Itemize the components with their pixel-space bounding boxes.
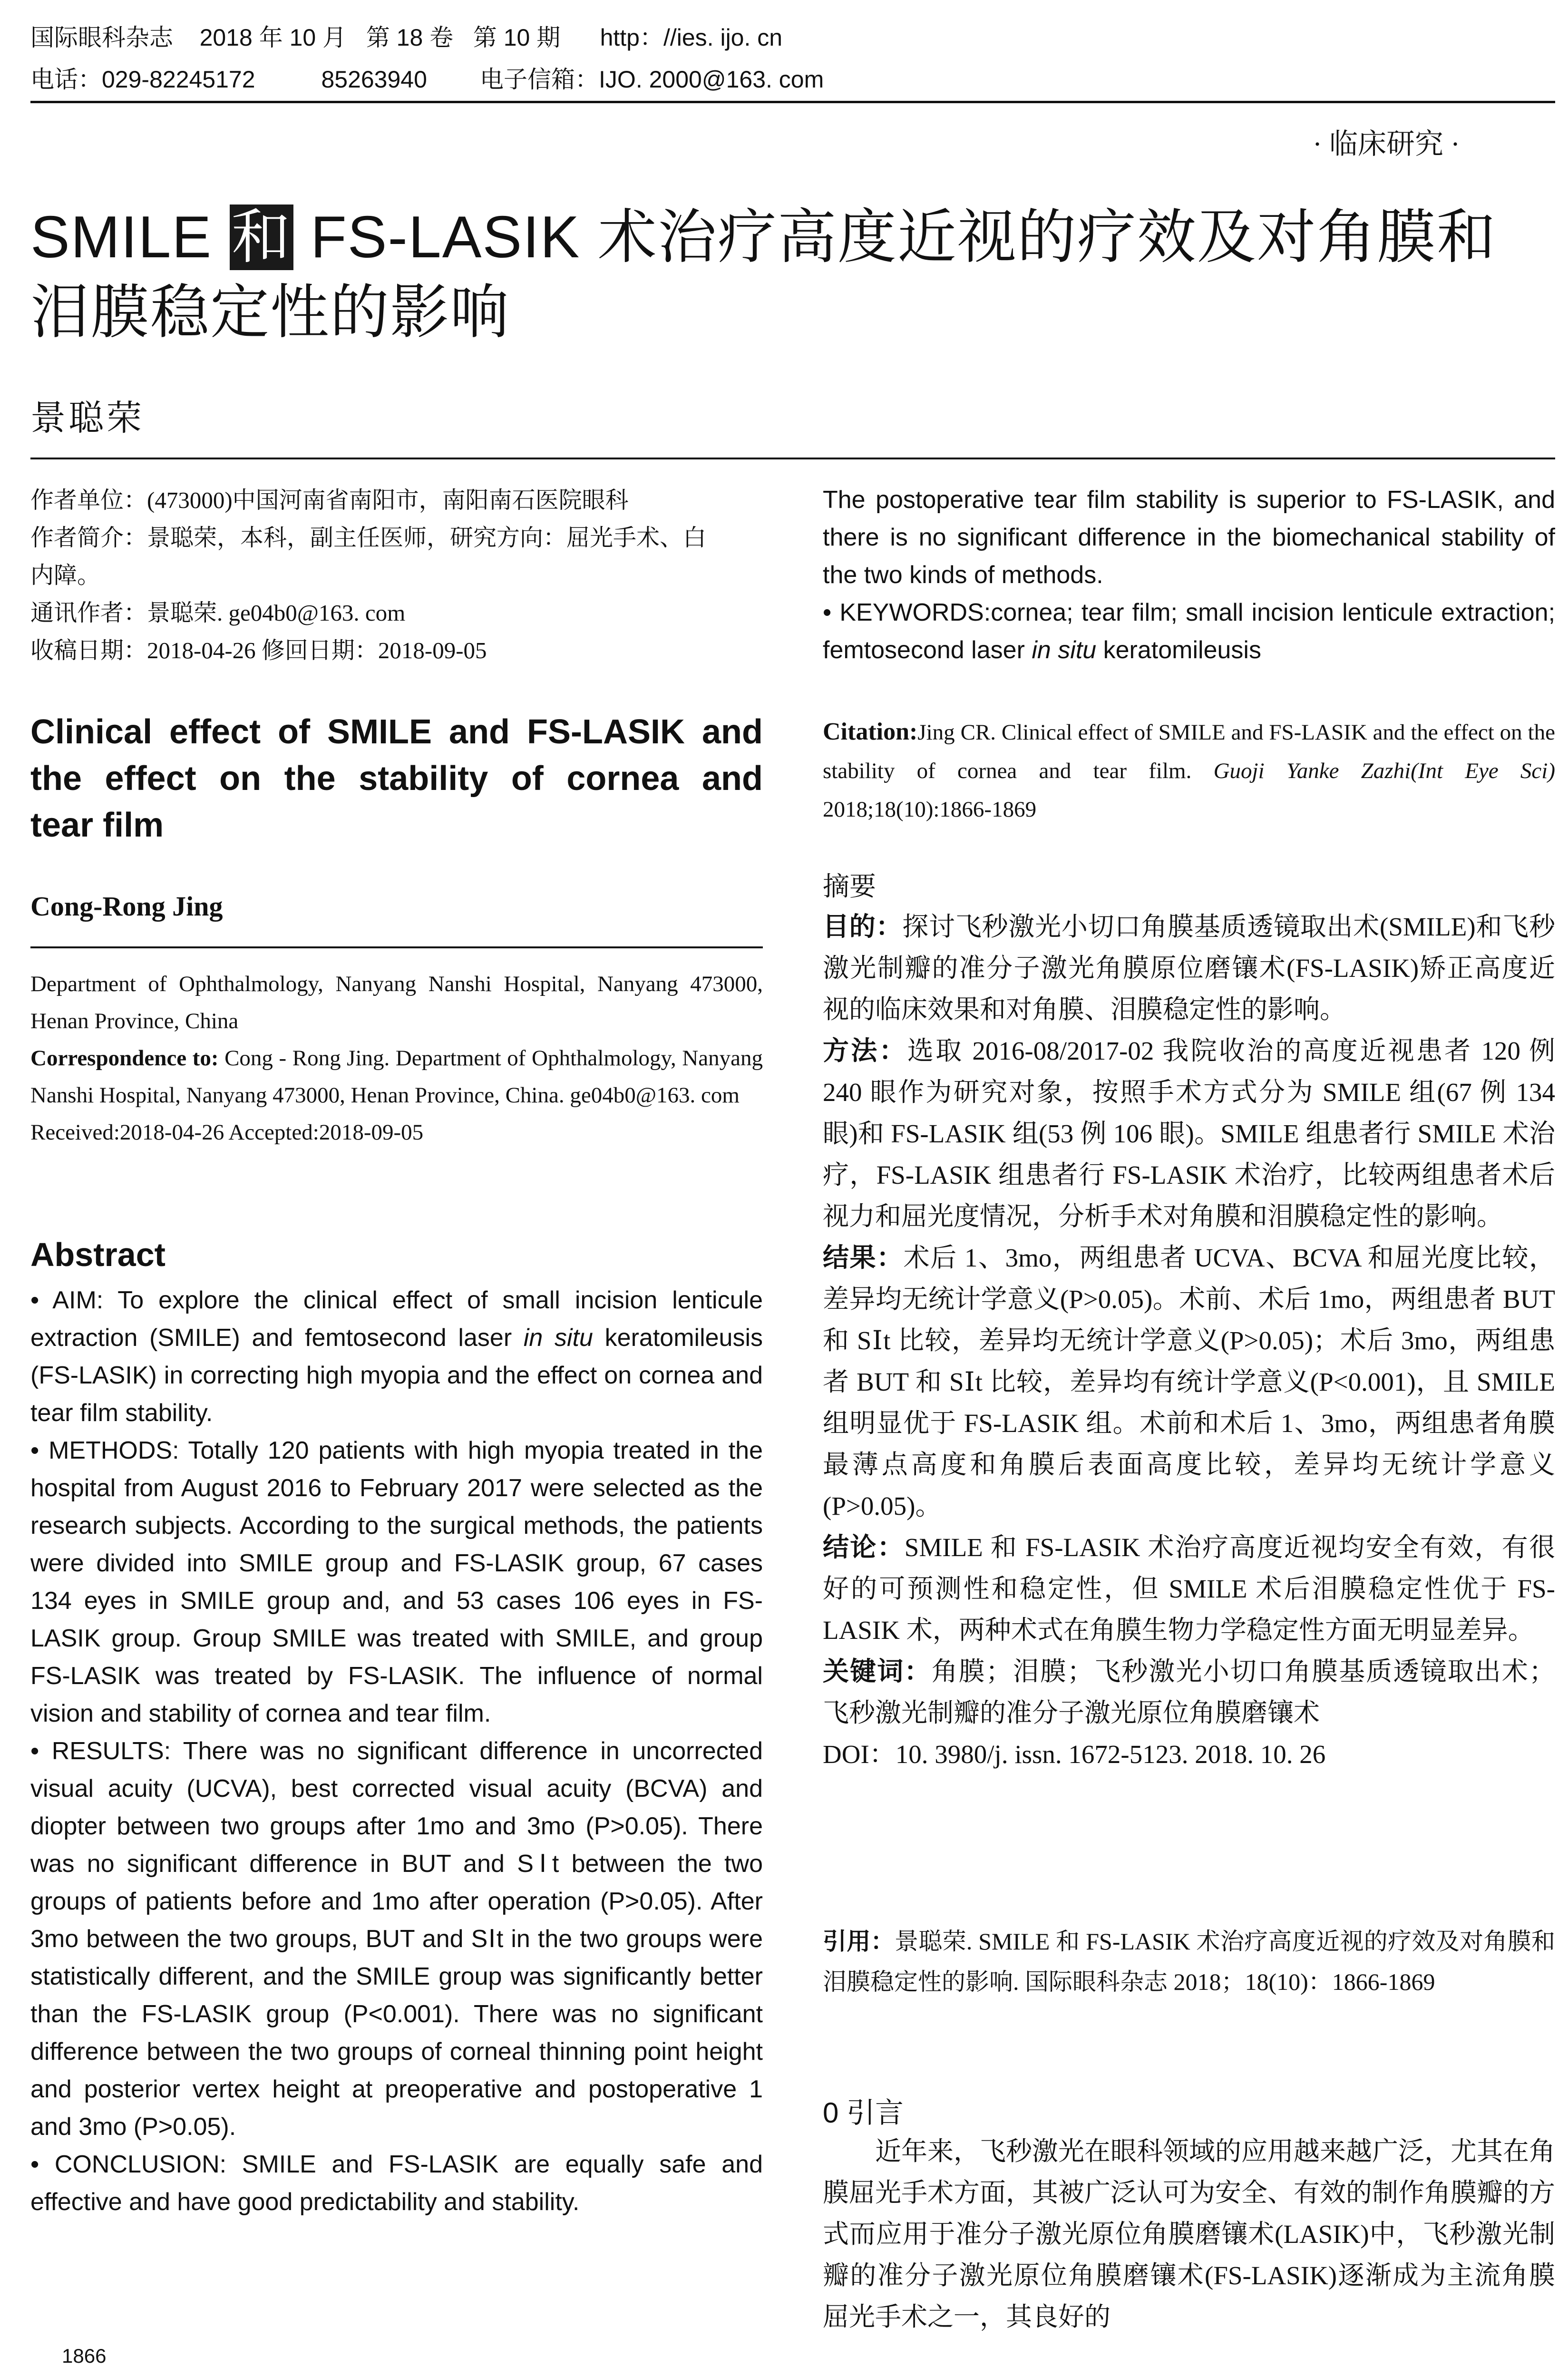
corresponding-author: 通讯作者：景聪荣. ge04b0@163. com	[30, 600, 406, 626]
citation-label: Citation:	[823, 718, 918, 745]
cn-citation: 引用：景聪荣. SMILE 和 FS-LASIK 术治疗高度近视的疗效及对角膜和泪膜稳定性的影响. 国际眼科杂志 2018；18(10)：1866-1869	[823, 1928, 1556, 1995]
title-line2: 泪膜稳定性的影响	[30, 280, 510, 345]
cn-keywords: 关键词：角膜；泪膜；飞秒激光小切口角膜基质透镜取出术；飞秒激光制瓣的准分子激光原位角膜磨镶术	[823, 1656, 1555, 1727]
received-accepted: Received:2018-04-26 Accepted:2018-09-05	[30, 1120, 424, 1145]
author-meta-cn	[30, 481, 763, 669]
cn-abstract-heading: 摘要	[823, 871, 876, 901]
conclusion-label: • CONCLUSION:	[30, 2151, 227, 2178]
page-number: 1866	[62, 2345, 107, 2367]
english-affiliation	[30, 965, 763, 1151]
journal-header-line2: 电话：029-82245172 85263940 电子信箱：IJO. 2000@163. com	[30, 66, 824, 93]
english-title-line1: Clinical effect of SMILE and FS-LASIK and	[30, 713, 763, 751]
intro-heading: 0 引言	[823, 2097, 904, 2129]
english-author: Cong-Rong Jing	[30, 891, 223, 922]
author-rule	[30, 946, 763, 948]
english-title-line3: tear film	[30, 806, 164, 844]
cn-abstract-body	[823, 906, 1555, 1775]
intro-body: 近年来，飞秒激光在眼科领域的应用越来越广泛，尤其在角膜屈光手术方面，其被广泛认可为安全、有效的制作角膜瓣的方式而应用于准分子激光原位角膜磨镶术(LASIK)中，飞秒激光制瓣的准分子激光原位角膜磨镶术(FS-LASIK)逐渐成为主流角膜屈光手术之一，其良好的	[823, 2137, 1555, 2331]
correspondence-label: Correspondence to:	[30, 1046, 219, 1071]
doi: DOI：10. 3980/j. issn. 1672-5123. 2018. 10. 26	[823, 1740, 1326, 1769]
department: Department of Ophthalmology, Nanyang Nanshi Hospital, Nanyang 473000, Henan Province, China	[30, 972, 763, 1033]
correspondence-text: Cong - Rong Jing. Department of Ophthalmology, Nanyang Nanshi Hospital, Nanyang 473000, Henan Province, China. ge04b0@163. com	[30, 1046, 763, 1108]
methods-label: • METHODS:	[30, 1437, 179, 1464]
header-rule	[30, 101, 1555, 103]
author-cn: 景聪荣	[30, 399, 145, 438]
title-highlight: 和	[230, 205, 293, 270]
english-title	[30, 709, 763, 848]
author-intro-1: 作者简介：景聪荣，本科，副主任医师，研究方向：屈光手术、白	[30, 525, 707, 551]
abstract-keywords: • KEYWORDS:cornea; tear film; small incision lenticule extraction; femtosecond laser in situ keratomileusis	[823, 599, 1556, 664]
cn-methods: 方法：选取 2016-08/2017-02 我院收治的高度近视患者 120 例 240 眼作为研究对象，按照手术方式分为 SMILE 组(67 例 134 眼)和 FS-LASIK 组(53 例 106 眼)。SMILE 组患者行 SMILE 术治疗，FS-LASIK 组患者行 FS-LASIK 术治疗，比较两组患者术后视力和屈光度情况，分析手术对角膜和泪膜稳定性的影响。	[823, 1036, 1555, 1231]
abstract-heading: Abstract	[30, 1236, 166, 1273]
results-label: • RESULTS:	[30, 1737, 171, 1765]
author-unit: 作者单位：(473000)中国河南省南阳市，南阳南石医院眼科	[30, 487, 629, 513]
citation: Citation:Jing CR. Clinical effect of SMILE and FS-LASIK and the effect on the stability of cornea and tear film. Guoji Yanke Zazhi(Int Eye Sci) 2018;18(10):1866-1869	[823, 718, 1555, 822]
aim-label: • AIM:	[30, 1286, 104, 1314]
received-dates-cn: 收稿日期：2018-04-26 修回日期：2018-09-05	[30, 637, 487, 663]
title-part1: SMILE	[30, 205, 230, 270]
abstract-conclusion-cont: The postoperative tear film stability is superior to FS-LASIK, and there is no significant difference in the biomechanical stability of the two kinds of methods.	[823, 486, 1555, 589]
abstract-left-body	[30, 1282, 763, 2221]
abstract-results: • RESULTS: There was no significant difference in uncorrected visual acuity (UCVA), best corrected visual acuity (BCVA) and diopter between two groups after 1mo and 3mo (P>0.05). There was no significant difference in BUT and SⅠt between the two groups of patients before and 1mo after operation (P>0.05). After 3mo between the two groups, BUT and SⅠt in the two groups were statistically different, and the SMILE group was significantly better than the FS-LASIK group (P<0.001). There was no significant difference between the two groups of corneal thinning point height and posterior vertex height at preoperative and postoperative 1 and 3mo (P>0.05).	[30, 1737, 763, 2141]
section-tag: · 临床研究 ·	[1313, 128, 1460, 160]
journal-header-line1: 国际眼科杂志 2018 年 10 月 第 18 卷 第 10 期 http：//ies. ijo. cn	[30, 24, 783, 51]
title-part2: FS-LASIK 术治疗高度近视的疗效及对角膜和	[293, 205, 1497, 270]
paper-title	[30, 200, 1562, 350]
abstract-aim: • AIM: To explore the clinical effect of small incision lenticule extraction (SMILE) and femtosecond laser in situ keratomileusis (FS-LASIK) in correcting high myopia and the effect on cornea and tear film stability.	[30, 1286, 763, 1427]
abstract-conclusion: • CONCLUSION: SMILE and FS-LASIK are equally safe and effective and have good predictability and stability.	[30, 2151, 763, 2216]
cn-aim: 目的：探讨飞秒激光小切口角膜基质透镜取出术(SMILE)和飞秒激光制瓣的准分子激光角膜原位磨镶术(FS-LASIK)矫正高度近视的临床效果和对角膜、泪膜稳定性的影响。	[823, 912, 1555, 1024]
keywords-label: • KEYWORDS:	[823, 599, 991, 626]
title-rule	[30, 458, 1555, 459]
abstract-methods: • METHODS: Totally 120 patients with high myopia treated in the hospital from August 2016 to February 2017 were selected as the research subjects. According to the surgical methods, the patients were divided into SMILE group and FS-LASIK group, 67 cases 134 eyes in SMILE group and, and 53 cases 106 eyes in FS-LASIK group. Group SMILE was treated with SMILE, and group FS-LASIK was treated by FS-LASIK. The influence of normal vision and stability of cornea and tear film.	[30, 1437, 763, 1727]
correspondence	[30, 1040, 763, 1114]
abstract-right-body	[823, 481, 1555, 669]
author-intro-2: 内障。	[30, 562, 101, 588]
cn-results: 结果：术后 1、3mo，两组患者 UCVA、BCVA 和屈光度比较，差异均无统计学意义(P>0.05)。术前、术后 1mo，两组患者 BUT 和 SⅠt 比较，差异均无统计学意义(P>0.05)；术后 3mo，两组患者 BUT 和 SⅠt 比较，差异均有统计学意义(P<0.001)，且 SMILE 组明显优于 FS-LASIK 组。术前和术后 1、3mo，两组患者角膜最薄点高度和角膜后表面高度比较，差异均无统计学意义(P>0.05)。	[823, 1243, 1555, 1520]
english-title-line2: the effect on the stability of cornea and	[30, 760, 763, 798]
cn-conclusion: 结论：SMILE 和 FS-LASIK 术治疗高度近视均安全有效，有很好的可预测性和稳定性，但 SMILE 术后泪膜稳定性优于 FS-LASIK 术，两种术式在角膜生物力学稳定性方面无明显差异。	[823, 1532, 1555, 1645]
